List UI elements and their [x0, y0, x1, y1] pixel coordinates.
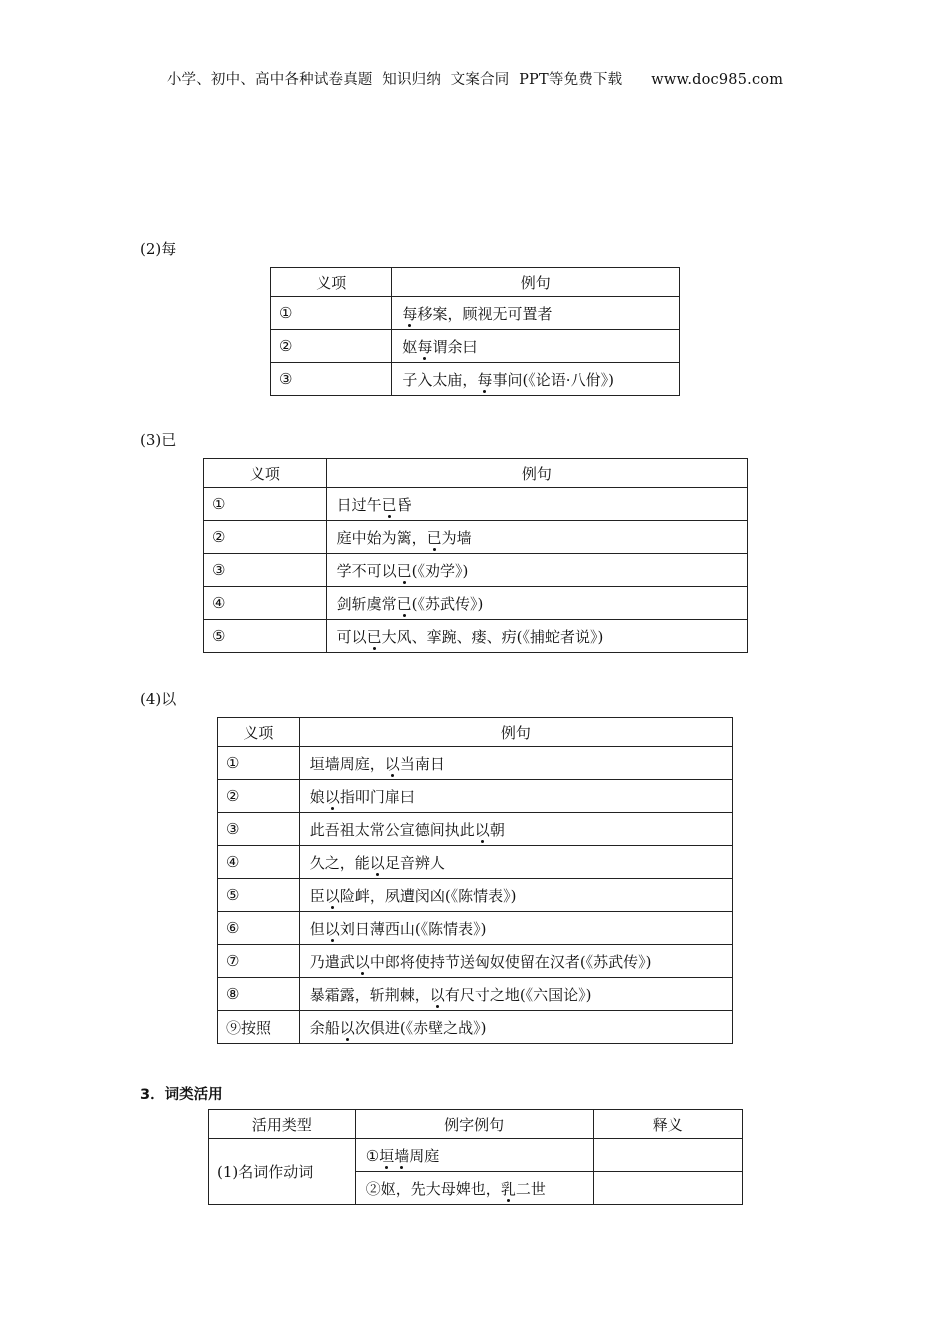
emphasized-char: 已	[396, 561, 412, 580]
row-number: ⑧	[218, 978, 300, 1011]
example-sentence: 余船以次俱进(《赤壁之战》)	[299, 1011, 732, 1044]
col-example-header: 例句	[299, 718, 732, 747]
row-number: ⑦	[218, 945, 300, 978]
table-row	[204, 521, 748, 554]
example-sentence: 日过午已昏	[326, 488, 747, 521]
example-sentence: 臣以险衅，夙遭闵凶(《陈情表》)	[299, 879, 732, 912]
example-sentence: 乃遣武以中郎将使持节送匈奴使留在汉者(《苏武传》)	[299, 945, 732, 978]
table-yi-already	[203, 458, 748, 653]
table-row	[218, 780, 733, 813]
example-sentence: 妪每谓余曰	[392, 330, 680, 363]
emphasized-char: 已	[426, 528, 442, 547]
page-header: 小学、初中、高中各种试卷真题 知识归纳 文案合同 PPT等免费下载 www.doc985.com	[166, 72, 784, 88]
table-row	[209, 1139, 743, 1172]
row-number: ③	[271, 363, 392, 396]
emphasized-char: 以	[324, 787, 340, 806]
example-sentence: ①垣墙周庭	[355, 1139, 593, 1172]
emphasized-char: 每	[402, 304, 418, 323]
row-number: ③	[218, 813, 300, 846]
col-example-header: 例句	[326, 459, 747, 488]
emphasized-char: 以	[354, 952, 370, 971]
example-sentence: 可以已大风、挛踠、瘘、疠(《捕蛇者说》)	[326, 620, 747, 653]
col-meaning-header: 义项	[271, 268, 392, 297]
example-sentence: 垣墙周庭，以当南日	[299, 747, 732, 780]
table-row	[271, 330, 680, 363]
row-number: ⑤	[204, 620, 327, 653]
table-row	[218, 747, 733, 780]
emphasized-char: 墙	[394, 1146, 410, 1165]
table-row	[218, 978, 733, 1011]
table-yi-by	[217, 717, 733, 1044]
table-row	[218, 846, 733, 879]
example-sentence: 暴霜露，斩荆棘，以有尺寸之地(《六国论》)	[299, 978, 732, 1011]
table-row	[204, 554, 748, 587]
row-number: ③	[204, 554, 327, 587]
section-title-yi-already: (3)已	[140, 431, 177, 449]
example-sentence: 但以刘日薄西山(《陈情表》)	[299, 912, 732, 945]
emphasized-char: 以	[339, 1018, 355, 1037]
table-row	[218, 945, 733, 978]
row-number: ④	[218, 846, 300, 879]
col-example-header: 例字例句	[355, 1110, 593, 1139]
emphasized-char: 以	[324, 919, 340, 938]
col-meaning-header: 义项	[204, 459, 327, 488]
meaning-answer-cell[interactable]	[593, 1139, 742, 1172]
example-sentence: 此吾祖太常公宣德间执此以朝	[299, 813, 732, 846]
emphasized-char: 以	[429, 985, 445, 1004]
table-mei	[270, 267, 680, 396]
table-row	[218, 879, 733, 912]
meaning-answer-cell[interactable]	[593, 1172, 742, 1205]
section-title-yi-by: (4)以	[140, 690, 177, 708]
emphasized-char: 以	[384, 754, 400, 773]
emphasized-char: 已	[366, 627, 382, 646]
emphasized-char: 以	[369, 853, 385, 872]
table-row	[218, 1011, 733, 1044]
table-row	[204, 488, 748, 521]
emphasized-char: 已	[381, 495, 397, 514]
row-number: ②	[218, 780, 300, 813]
col-example-header: 例句	[392, 268, 680, 297]
example-sentence: 娘以指叩门扉曰	[299, 780, 732, 813]
table-usage	[208, 1109, 743, 1205]
col-meaning-header: 义项	[218, 718, 300, 747]
col-type-header: 活用类型	[209, 1110, 356, 1139]
example-sentence: 子入太庙，每事问(《论语·八佾》)	[392, 363, 680, 396]
emphasized-char: 以	[324, 886, 340, 905]
emphasized-char: 乳	[500, 1179, 516, 1198]
row-number: ②	[204, 521, 327, 554]
example-sentence: ②妪，先大母婢也，乳二世	[355, 1172, 593, 1205]
row-number: ①	[218, 747, 300, 780]
row-number: ⑥	[218, 912, 300, 945]
emphasized-char: 每	[417, 337, 433, 356]
section-title-usage: 3．词类活用	[140, 1087, 223, 1103]
row-number: ①	[271, 297, 392, 330]
table-row	[204, 620, 748, 653]
example-sentence: 每移案，顾视无可置者	[392, 297, 680, 330]
table-header-row	[218, 718, 733, 747]
table-row	[271, 363, 680, 396]
col-meaning-header: 释义	[593, 1110, 742, 1139]
section-title-mei: (2)每	[140, 240, 177, 258]
row-number: ②	[271, 330, 392, 363]
table-row	[218, 912, 733, 945]
row-number: ④	[204, 587, 327, 620]
row-number: ①	[204, 488, 327, 521]
row-number: ⑤	[218, 879, 300, 912]
table-header-row	[271, 268, 680, 297]
table-header-row	[204, 459, 748, 488]
emphasized-char: 垣	[379, 1146, 395, 1165]
example-sentence: 剑斩虞常已(《苏武传》)	[326, 587, 747, 620]
table-row	[271, 297, 680, 330]
usage-type-cell: (1)名词作动词	[209, 1139, 356, 1205]
example-sentence: 庭中始为篱，已为墙	[326, 521, 747, 554]
example-sentence: 久之，能以足音辨人	[299, 846, 732, 879]
table-row	[204, 587, 748, 620]
emphasized-char: 每	[477, 370, 493, 389]
row-number: ⑨按照	[218, 1011, 300, 1044]
table-row	[218, 813, 733, 846]
example-sentence: 学不可以已(《劝学》)	[326, 554, 747, 587]
table-header-row	[209, 1110, 743, 1139]
emphasized-char: 已	[396, 594, 412, 613]
emphasized-char: 以	[474, 820, 490, 839]
